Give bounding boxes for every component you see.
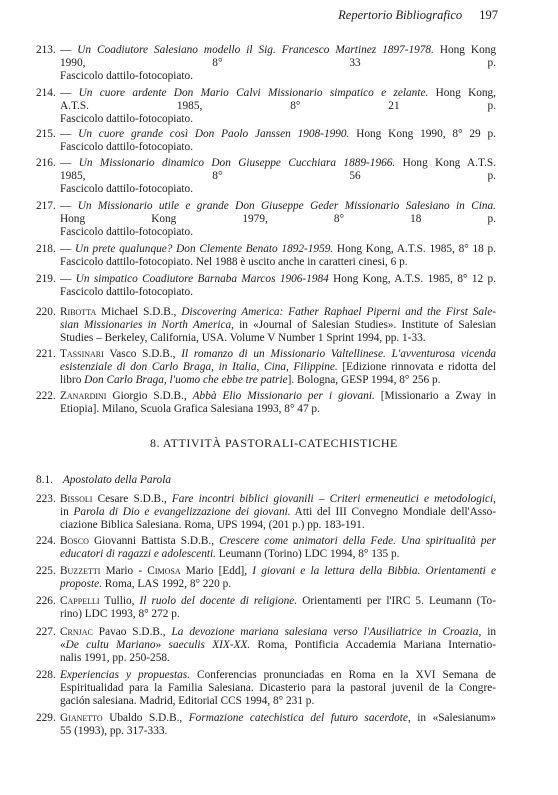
- text-segment: Roma, LAS 1992, 8° 220 p.: [101, 577, 232, 590]
- text-segment: —: [60, 157, 79, 169]
- text-segment: Crnjac: [60, 626, 93, 638]
- text-segment: Cimosa: [147, 565, 181, 577]
- entry-number: 218.: [36, 243, 56, 255]
- text-segment: Un cuore ardente Don Mario Calvi Missionario simpatico e zelante.: [78, 87, 429, 99]
- text-segment: Hong Kong, A.T.S. 1985, 8° 12 p.: [328, 273, 496, 285]
- text-segment: Cesare S.D.B.,: [92, 493, 172, 505]
- entry-line: [60, 70, 496, 83]
- text-segment: A.T.S. 1985, 8° 21 p.: [60, 99, 496, 112]
- entry-number: 225.: [36, 565, 56, 577]
- text-segment: Cappelli: [60, 595, 100, 607]
- entry-number: 222.: [36, 390, 56, 402]
- text-segment: Gianetto: [60, 712, 103, 724]
- entry-text: [60, 595, 496, 621]
- entry-number: 224.: [36, 535, 56, 547]
- text-segment: educatori di ragazzi e adolescenti.: [60, 547, 216, 560]
- text-segment: Don Carlo Braga, l'uomo che ebbe tre patrie: [84, 373, 288, 386]
- text-segment: Un Coadiutore Salesiano modello il Sig. Francesco Martinez 1897-1978.: [77, 44, 434, 56]
- text-segment: Espiritualidad para la Familia Salesiana. Dicasterio para la pastoral juvenil de la Congre-: [60, 681, 496, 694]
- text-segment: in «Salesianum»: [410, 712, 496, 724]
- entry-text: [60, 87, 496, 125]
- text-segment: Un Missionario dinamico Don Giuseppe Cucchiara 1889-1966.: [78, 157, 396, 169]
- entry-text: [60, 273, 496, 299]
- entry-line: [60, 319, 496, 332]
- entry-line: [60, 213, 496, 226]
- entry-text: [60, 200, 496, 238]
- text-segment: Crescere come animatori della Fede. Una spiritualità per: [219, 535, 496, 547]
- text-segment: Il ruolo del docente di religione.: [139, 595, 298, 607]
- text-segment: Hong Kong, A.T.S. 1985, 8° 18 p.: [333, 243, 496, 255]
- text-segment: libro: [60, 373, 85, 386]
- text-segment: proposte.: [60, 577, 102, 590]
- entry-text: [60, 626, 496, 664]
- entry-line: [60, 712, 496, 725]
- entry-line: [60, 374, 496, 387]
- text-segment: Zanardini: [60, 390, 107, 402]
- entry-number: 223.: [36, 493, 56, 505]
- text-segment: sian Missionaries in North America,: [60, 318, 234, 331]
- text-segment: Pavao S.D.B.,: [92, 626, 172, 638]
- entry-text: [60, 712, 496, 738]
- text-segment: gación salesiana. Madrid, Editorial CCS 1994, 8° 231 p.: [60, 694, 315, 707]
- entry-line: [60, 361, 496, 374]
- text-segment: Un prete qualunque? Don Clemente Benato 1892-1959.: [75, 243, 334, 255]
- entry-text: [60, 390, 496, 416]
- entry-text: [60, 565, 496, 591]
- text-segment: Un cuore grande così Don Paolo Janssen 1908-1990.: [78, 128, 350, 140]
- entry-line: [60, 608, 496, 621]
- entry-number: 213.: [36, 44, 56, 56]
- text-segment: Un simpatico Coadiutore Barnaba Marcos 1906-1984: [75, 273, 329, 285]
- entry-line: [60, 157, 496, 170]
- text-segment: Orientamenti per l'IRC 5. Leumann (To-: [297, 595, 496, 607]
- text-segment: in: [60, 505, 74, 518]
- text-segment: in «Journal of Salesian Studies». Institute of Salesian: [233, 318, 497, 331]
- text-segment: [Edizione rinnovata e ridotta del: [337, 360, 496, 373]
- subsection-number: 8.1.: [36, 474, 53, 486]
- text-segment: Fascicolo dattilo-fotocopiato. Nel 1988 è uscito anche in caratteri cinesi, 6 p.: [60, 255, 408, 268]
- entry-line: [60, 548, 496, 561]
- text-segment: Vasco S.D.B.,: [103, 348, 182, 360]
- entry-text: [60, 535, 496, 561]
- text-segment: Giorgio S.D.B.,: [106, 390, 193, 402]
- text-segment: in: [481, 626, 496, 638]
- text-segment: Hong Kong 1990, 8° 29 p.: [349, 128, 497, 140]
- entry-line: [60, 578, 496, 591]
- text-segment: Atti del III Convegno Mondiale dell'Asso-: [290, 505, 496, 518]
- text-segment: 1990, 8° 33 p.: [60, 56, 496, 69]
- text-segment: Etiopia]. Milano, Scuola Grafica Salesiana 1993, 8° 47 p.: [60, 402, 320, 415]
- entry-line: [60, 695, 496, 708]
- entry-text: [60, 348, 496, 386]
- entry-number: 214.: [36, 87, 56, 99]
- entry-text: [60, 669, 496, 707]
- text-segment: Roma, Pontificia Accademia Mariana Internatio-: [250, 638, 496, 651]
- entry-line: [60, 57, 496, 70]
- entry-line: [60, 170, 496, 183]
- text-segment: Conferencias pronunciadas en Roma en la XVI Semana de: [190, 669, 496, 681]
- entry-line: [60, 535, 496, 548]
- text-segment: rino) LDC 1993, 8° 272 p.: [60, 607, 180, 620]
- text-segment: De cultu Mariano: [65, 638, 156, 651]
- text-segment: Buzzetti: [60, 565, 101, 577]
- text-segment: 55 (1993), pp. 317-333.: [60, 724, 168, 737]
- entry-line: [60, 100, 496, 113]
- text-segment: nalis 1991, pp. 250-258.: [60, 651, 170, 664]
- entry-number: 220.: [36, 306, 56, 318]
- entry-number: 217.: [36, 200, 56, 212]
- entry-line: [60, 652, 496, 665]
- text-segment: Ribotta: [60, 306, 97, 318]
- entry-line: [60, 141, 496, 154]
- entry-line: [60, 200, 496, 213]
- entry-line: [60, 286, 496, 299]
- text-segment: Fare incontri biblici giovanili – Criteri ermeneutici e metodologici,: [171, 493, 496, 505]
- text-segment: Mario -: [100, 565, 148, 577]
- text-segment: «: [60, 638, 66, 651]
- text-segment: Ubaldo S.D.B.,: [102, 712, 189, 724]
- entry-line: [60, 639, 496, 652]
- text-segment: ciazione Biblica Salesiana. Roma, UPS 1994, (201 p.) pp. 183-191.: [60, 518, 365, 531]
- text-segment: Bosco: [60, 535, 89, 547]
- text-segment: Un Missionario utile e grande Don Giuseppe Geder Missionario Salesiano in Cina.: [77, 200, 497, 212]
- entry-line: [60, 44, 496, 57]
- text-segment: Hong Kong A.T.S.: [395, 157, 496, 169]
- text-segment: Hong Kong,: [428, 87, 496, 99]
- text-segment: —: [60, 273, 76, 285]
- entry-line: [60, 332, 496, 345]
- subsection-title: Apostolato della Parola: [62, 474, 171, 486]
- text-segment: Experiencias y propuestas.: [60, 669, 191, 681]
- text-segment: —: [60, 87, 79, 99]
- entry-number: 219.: [36, 273, 56, 285]
- text-segment: esistenziale di don Carlo Braga, in Italia, Cina, Filippine.: [60, 360, 338, 373]
- entry-line: [60, 226, 496, 239]
- text-segment: Fascicolo dattilo-fotocopiato.: [60, 285, 194, 298]
- text-segment: Parola di Dio e evangelizzazione dei giovani.: [73, 505, 291, 518]
- entry-line: [60, 725, 496, 738]
- entry-text: [60, 157, 496, 195]
- text-segment: —: [60, 128, 79, 140]
- text-segment: Discovering America: Father Raphael Piperni and the First Sale-: [181, 306, 496, 318]
- entry-text: [60, 44, 496, 82]
- entry-line: [60, 256, 496, 269]
- running-title: Repertorio Bibliografico: [338, 8, 463, 22]
- text-segment: —: [60, 44, 78, 56]
- text-segment: Fascicolo dattilo-fotocopiato.: [60, 69, 194, 82]
- text-segment: Fascicolo dattilo-fotocopiato.: [60, 182, 194, 195]
- entry-line: [60, 390, 496, 403]
- text-segment: Tullio,: [99, 595, 140, 607]
- entry-number: 216.: [36, 157, 56, 169]
- entry-line: [60, 506, 496, 519]
- text-segment: Leumann (Torino) LDC 1994, 8° 135 p.: [215, 547, 400, 560]
- text-segment: [Missionario a Zway in: [374, 390, 496, 402]
- text-segment: Tassinari: [60, 348, 104, 360]
- text-segment: Fascicolo dattilo-fotocopiato.: [60, 140, 194, 153]
- text-segment: Abbà Elio Missionario per i giovani.: [192, 390, 375, 402]
- entry-number: 227.: [36, 626, 56, 638]
- entry-line: [60, 682, 496, 695]
- entry-number: 228.: [36, 669, 56, 681]
- entry-line: [60, 493, 496, 506]
- page-number: 197: [479, 8, 498, 22]
- text-segment: saeculis XIX-XX.: [168, 638, 251, 651]
- entry-line: [60, 519, 496, 532]
- entry-line: [60, 243, 496, 256]
- text-segment: Bissoli: [60, 493, 93, 505]
- entry-line: [60, 669, 496, 682]
- entry-text: [60, 306, 496, 344]
- running-header: [338, 8, 498, 23]
- text-segment: —: [60, 200, 78, 212]
- text-segment: 1985, 8° 56 p.: [60, 169, 496, 182]
- entry-number: 215.: [36, 128, 56, 140]
- entry-line: [60, 626, 496, 639]
- entry-line: [60, 273, 496, 286]
- entry-line: [60, 565, 496, 578]
- text-segment: Fascicolo dattilo-fotocopiato.: [60, 225, 194, 238]
- entry-text: [60, 493, 496, 531]
- text-segment: Giovanni Battista S.D.B.,: [88, 535, 220, 547]
- entry-line: [60, 113, 496, 126]
- text-segment: Hong Kong 1979, 8° 18 p.: [60, 212, 496, 225]
- text-segment: Mario [Edd],: [180, 565, 253, 577]
- entry-line: [60, 87, 496, 100]
- entry-line: [60, 348, 496, 361]
- subsection-heading: [36, 474, 171, 486]
- entry-line: [60, 403, 496, 416]
- text-segment: ]. Bologna, GESP 1994, 8° 256 p.: [287, 373, 441, 386]
- text-segment: —: [60, 243, 76, 255]
- text-segment: »: [155, 638, 169, 651]
- text-segment: Michael S.D.B.,: [96, 306, 182, 318]
- section-title: 8. ATTIVITÀ PASTORALI-CATECHISTICHE: [150, 436, 398, 450]
- entry-number: 229.: [36, 712, 56, 724]
- entry-text: [60, 243, 496, 269]
- text-segment: Hong Kong: [433, 44, 497, 56]
- entry-number: 221.: [36, 348, 56, 360]
- text-segment: La devozione mariana salesiana verso l'Ausiliatrice in Croazia,: [171, 626, 482, 638]
- text-segment: Studies – Berkeley, California, USA. Volume V Number 1 Sprint 1994, pp. 1-33.: [60, 331, 426, 344]
- entry-line: [60, 595, 496, 608]
- entry-text: [60, 128, 496, 154]
- entry-line: [60, 128, 496, 141]
- entry-line: [60, 306, 496, 319]
- entry-line: [60, 183, 496, 196]
- text-segment: I giovani e la lettura della Bibbia. Orientamenti e: [252, 565, 496, 577]
- text-segment: Il romanzo di un Missionario Valtellinese. L'avventurosa vicenda: [181, 348, 496, 360]
- entry-number: 226.: [36, 595, 56, 607]
- text-segment: Fascicolo dattilo-fotocopiato.: [60, 112, 194, 125]
- text-segment: Formazione catechistica del futuro sacerdote,: [188, 712, 411, 724]
